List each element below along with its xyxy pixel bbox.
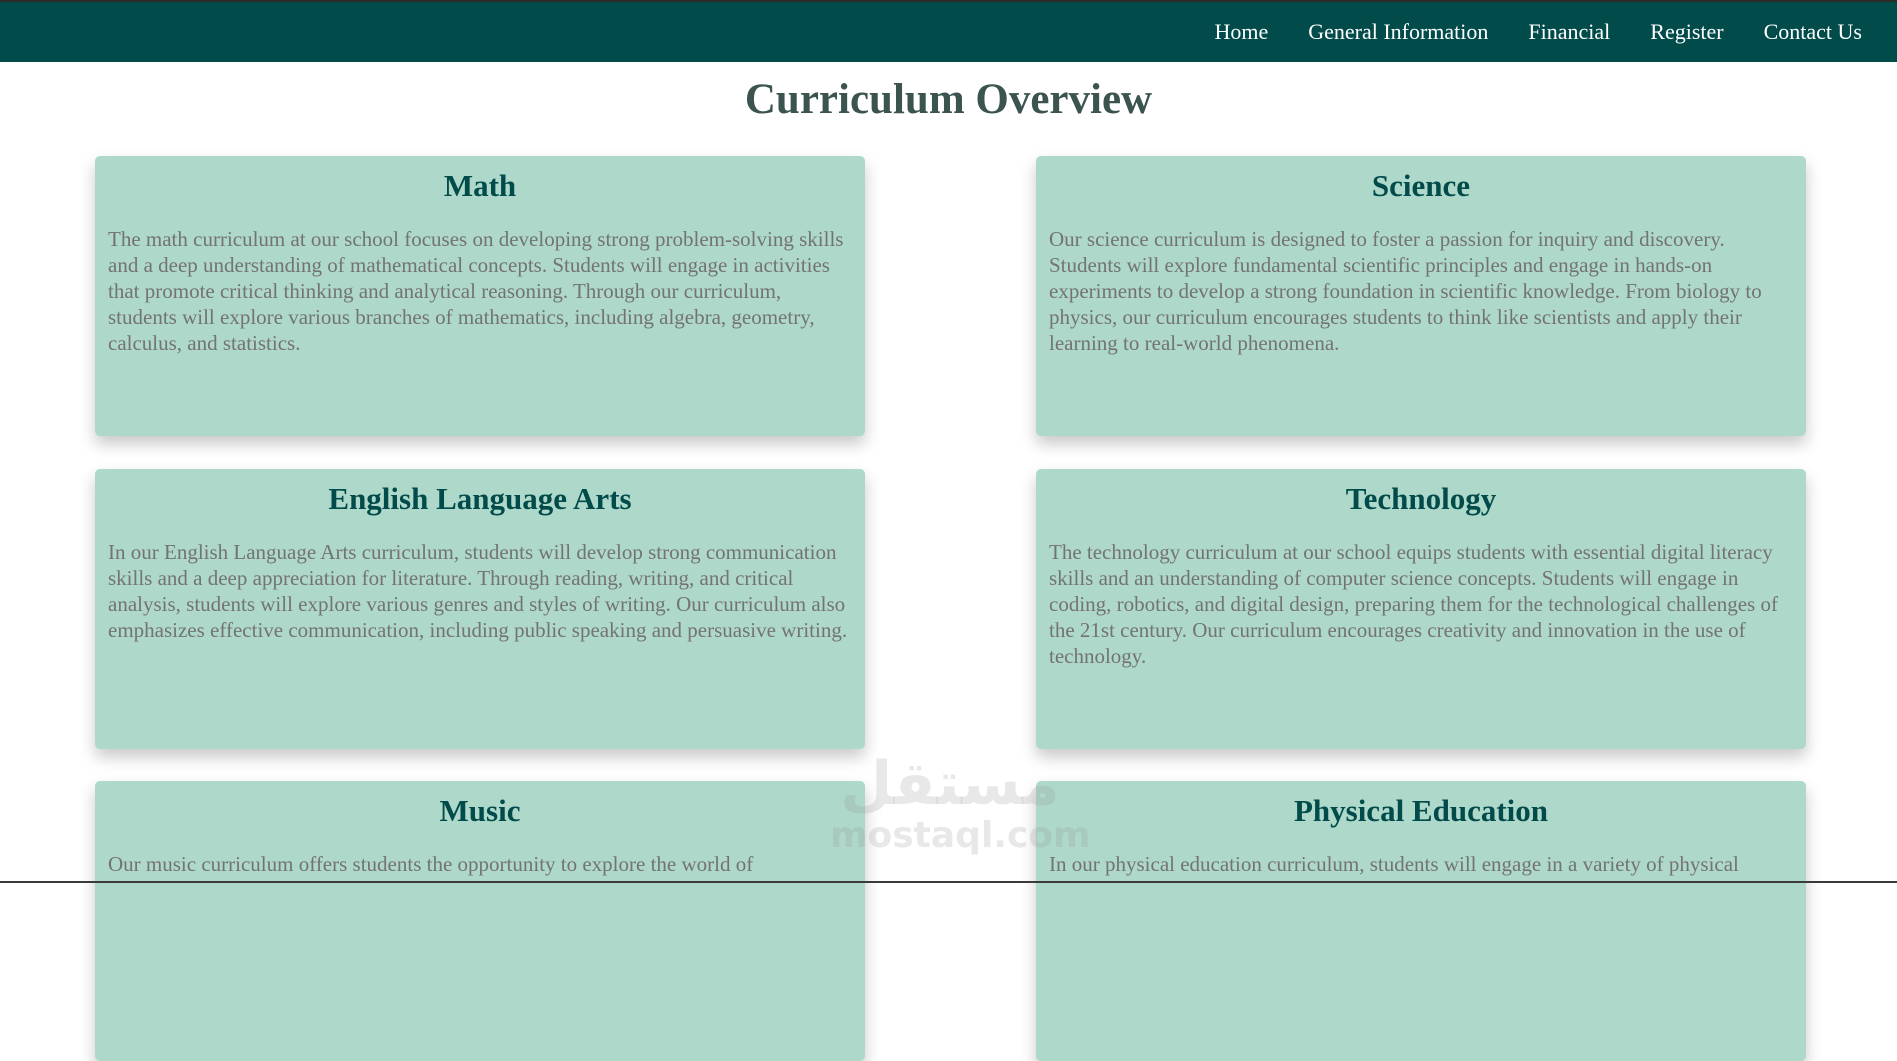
card-description: The technology curriculum at our school equips students with essential digital literacy skills and an understanding of computer science concepts. Students will engage in coding, robotics, and digital design, preparing them for the technological challenges of the 21st century. Our curriculum encourages creativity and innovation in the use of technology.	[1049, 540, 1778, 668]
card-title: Technology	[1345, 481, 1497, 516]
card-description: Our music curriculum offers students the opportunity to explore the world of	[108, 852, 754, 876]
card-title: Physical Education	[1293, 793, 1549, 828]
nav-link-contact-us[interactable]: Contact Us	[1763, 19, 1862, 44]
curriculum-card-physical-education	[1036, 781, 1806, 1061]
card-title: Science	[1371, 168, 1471, 203]
page-title: Curriculum Overview	[744, 76, 1153, 123]
card-title: Music	[439, 793, 521, 828]
card-description: In our English Language Arts curriculum, students will develop strong communication skills and a deep appreciation for literature. Through reading, writing, and critical analysis, students will explore various genres and styles of writing. Our curriculum also emphasizes effective communication, including public speaking and persuasive writing.	[108, 540, 848, 642]
mostaql-watermark	[830, 749, 1091, 856]
watermark-latin-text: mostaql.com	[830, 815, 1091, 856]
curriculum-card-technology	[1036, 469, 1806, 749]
card-description: In our physical education curriculum, students will engage in a variety of physical	[1049, 852, 1739, 876]
curriculum-card-english-language-arts	[95, 469, 865, 749]
card-description: Our science curriculum is designed to foster a passion for inquiry and discovery. Students will explore fundamental scientific principles and engage in hands-on experiments to develop a strong foundation in scientific knowledge. From biology to physics, our curriculum encourages students to think like scientists and apply their learning to real-world phenomena.	[1049, 227, 1762, 355]
nav-link-register[interactable]: Register	[1650, 19, 1724, 44]
card-title: Math	[443, 168, 517, 203]
curriculum-card-science	[1036, 156, 1806, 436]
curriculum-card-music	[95, 781, 865, 1061]
nav-link-general-information[interactable]: General Information	[1308, 19, 1489, 44]
nav-links	[1214, 2, 1897, 62]
top-navbar	[0, 2, 1897, 62]
nav-link-home[interactable]: Home	[1214, 19, 1269, 44]
card-description: The math curriculum at our school focuses on developing strong problem-solving skills and a deep understanding of mathematical concepts. Students will engage in activities that promote critical thinking and analytical reasoning. Through our curriculum, students will explore various branches of mathematics, including algebra, geometry, calculus, and statistics.	[108, 227, 844, 355]
card-title: English Language Arts	[328, 481, 632, 516]
curriculum-card-math	[95, 156, 865, 436]
watermark-arabic-text: مستقل	[840, 749, 1060, 819]
nav-link-financial[interactable]: Financial	[1528, 19, 1611, 44]
